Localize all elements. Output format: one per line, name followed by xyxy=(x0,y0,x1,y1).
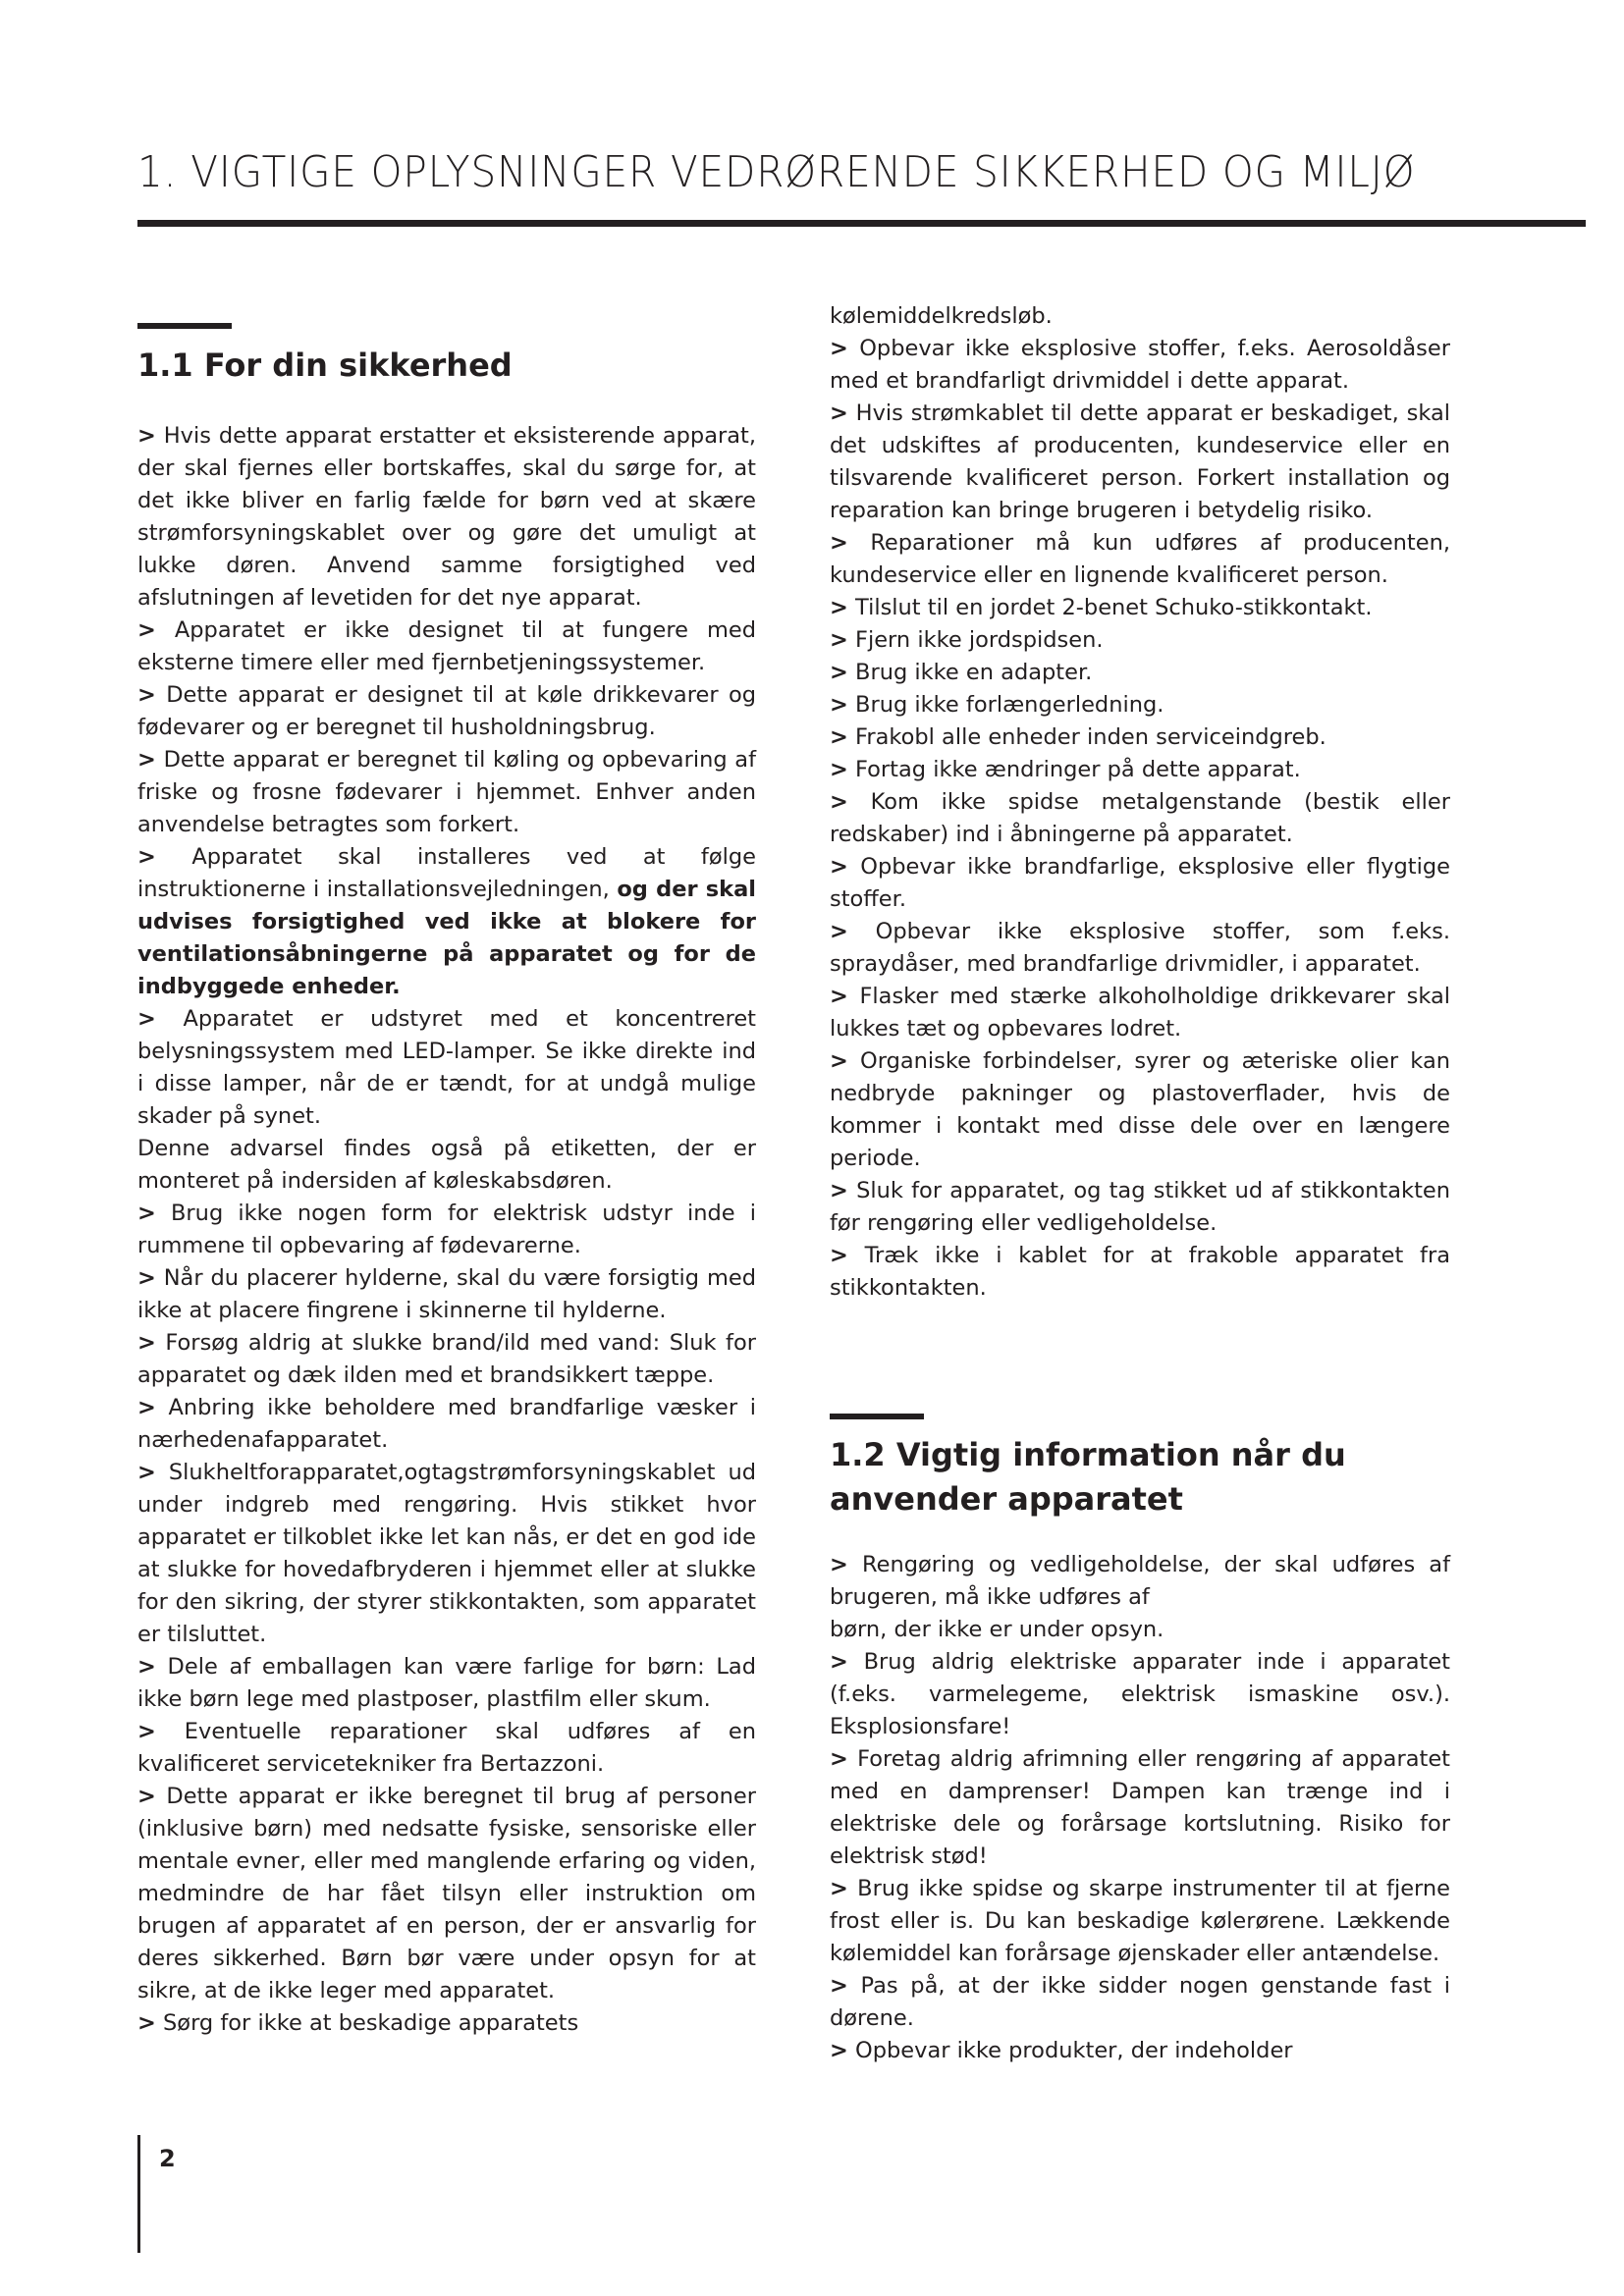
bullet-text: Flasker med stærke alkoholholdige drikkevarer skal lukkes tæt og opbevares lodret. xyxy=(830,984,1450,1041)
paragraph-text: Denne advarsel findes også på etiketten, der er monteret på indersiden af køleskabsdøren. xyxy=(137,1136,756,1194)
bullet-item xyxy=(137,1262,756,1327)
bullet-text: Dette apparat er designet til at køle drikkevarer og fødevarer og er beregnet til husholdningsbrug. xyxy=(137,682,756,740)
bullet-text: Apparatet er udstyret med et koncentreret belysningssystem med LED-lamper. Se ikke direkte ind i disse lamper, når de er tændt, for at undgå mulige skader på synet. xyxy=(137,1006,756,1129)
bullet-arrow-icon: > xyxy=(137,1654,156,1680)
bullet-item xyxy=(137,614,756,679)
bullet-arrow-icon: > xyxy=(137,1460,156,1485)
bullet-text: Hvis strømkablet til dette apparat er beskadiget, skal det udskiftes af producenten, kundeservice eller en tilsvarende kvalificeret person. Forkert installation og reparation kan bringe brugeren i betydelig risiko. xyxy=(830,400,1450,523)
bullet-text: Organiske forbindelser, syrer og æteriske olier kan nedbryde pakninger og plastoverflader, hvis de kommer i kontakt med disse dele over en længere periode. xyxy=(830,1048,1450,1171)
bullet-arrow-icon: > xyxy=(137,1265,156,1291)
bullet-item xyxy=(830,1646,1450,1743)
bullet-arrow-icon: > xyxy=(830,400,848,426)
bullet-text: Sørg for ikke at beskadige apparatets xyxy=(163,2010,579,2036)
bullet-item xyxy=(830,1743,1450,1873)
bullet-text: Fjern ikke jordspidsen. xyxy=(855,627,1104,653)
bullet-text: Rengøring og vedligeholdelse, der skal udføres af brugeren, må ikke udføres af xyxy=(830,1552,1451,1610)
bullet-item xyxy=(137,1198,756,1262)
bullet-text: Anbring ikke beholdere med brandfarlige væsker i nærhedenafapparatet. xyxy=(137,1395,756,1453)
bullet-text: Dette apparat er ikke beregnet til brug af personer (inklusive børn) med nedsatte fysiske, sensoriske eller mentale evner, eller med manglende erfaring og viden, medmindre de har fået tilsyn eller instruktion om brugen af apparatet af en person, der er ansvarlig for deres sikkerhed. Børn bør være under opsyn for at sikre, at de ikke leger med apparatet. xyxy=(137,1784,756,2003)
page-title: 1. VIGTIGE OPLYSNINGER VEDRØRENDE SIKKERHED OG MILJØ xyxy=(137,147,1416,197)
bullet-text: Sluk for apparatet, og tag stikket ud af stikkontakten før rengøring eller vedligeholdelse. xyxy=(830,1178,1450,1236)
footer-divider xyxy=(137,2135,140,2253)
bullet-item xyxy=(137,679,756,744)
bullet-item xyxy=(830,981,1450,1045)
section-2-heading: 1.2 Vigtig information når du anvender apparatet xyxy=(830,1436,1346,1518)
bullet-text: Når du placerer hylderne, skal du være forsigtig med ikke at placere fingrene i skinnerne til hylderne. xyxy=(137,1265,756,1323)
bullet-arrow-icon: > xyxy=(137,1201,156,1226)
bullet-text: Dette apparat er beregnet til køling og opbevaring af friske og frosne fødevarer i hjemmet. Enhver anden anvendelse betragtes som forkert. xyxy=(137,747,757,837)
bullet-arrow-icon: > xyxy=(137,747,156,773)
bullet-arrow-icon: > xyxy=(137,423,156,449)
bullet-text: Hvis dette apparat erstatter et eksisterende apparat, der skal fjernes eller bortskaffes, skal du sørge for, at det ikke bliver en farlig fælde for børn ved at skære strømforsyningskablet over og gøre det umuligt at lukke døren. Anvend samme forsigtighed ved afslutningen af levetiden for det nye apparat. xyxy=(137,423,756,611)
bullet-item xyxy=(830,398,1450,527)
bullet-text: Brug ikke en adapter. xyxy=(855,660,1093,685)
bullet-text: Opbevar ikke eksplosive stoffer, som f.eks. spraydåser, med brandfarlige drivmidler, i apparatet. xyxy=(830,919,1450,977)
bullet-item xyxy=(830,527,1450,592)
section-1-rule xyxy=(137,323,232,329)
bullet-item xyxy=(830,1873,1450,1970)
bullet-arrow-icon: > xyxy=(830,919,848,944)
bullet-arrow-icon: > xyxy=(830,692,848,718)
bullet-item xyxy=(830,754,1450,786)
bullet-arrow-icon: > xyxy=(137,1395,156,1420)
bullet-arrow-icon: > xyxy=(137,844,156,870)
bullet-arrow-icon: > xyxy=(830,854,848,880)
bullet-arrow-icon: > xyxy=(830,530,848,556)
bullet-arrow-icon: > xyxy=(830,757,848,782)
bullet-text: Eventuelle reparationer skal udføres af en kvalificeret servicetekniker fra Bertazzoni. xyxy=(137,1719,757,1777)
bullet-text: Brug ikke forlængerledning. xyxy=(855,692,1164,718)
bullet-arrow-icon: > xyxy=(830,1178,848,1203)
bullet-item xyxy=(137,1716,756,1781)
bullet-item xyxy=(830,592,1450,624)
bullet-text: Brug ikke nogen form for elektrisk udstyr inde i rummene til opbevaring af fødevarerne. xyxy=(137,1201,756,1258)
right-column-bottom xyxy=(830,1549,1450,2067)
paragraph xyxy=(830,300,1450,333)
bullet-item xyxy=(137,2007,756,2040)
bullet-arrow-icon: > xyxy=(830,1973,848,1999)
bullet-item xyxy=(830,657,1450,689)
section-2-rule xyxy=(830,1414,924,1419)
bullet-item xyxy=(830,1549,1450,1614)
bullet-text: Reparationer må kun udføres af producenten, kundeservice eller en lignende kvalificeret person. xyxy=(830,530,1451,588)
bullet-text: Foretag aldrig afrimning eller rengøring af apparatet med en damprenser! Dampen kan trænge ind i elektriske dele og forårsage kortslutning. Risiko for elektrisk stød! xyxy=(830,1746,1450,1869)
bullet-item xyxy=(137,1392,756,1457)
bullet-arrow-icon: > xyxy=(830,1746,848,1772)
bullet-arrow-icon: > xyxy=(137,617,156,643)
bullet-arrow-icon: > xyxy=(830,1048,848,1074)
bullet-item xyxy=(137,744,756,841)
bullet-item xyxy=(830,1175,1450,1240)
bullet-arrow-icon: > xyxy=(137,2010,156,2036)
bullet-text: Kom ikke spidse metalgenstande (bestik eller redskaber) ind i åbningerne på apparatet. xyxy=(830,789,1450,847)
bullet-item xyxy=(137,1781,756,2007)
bullet-arrow-icon: > xyxy=(830,2038,848,2063)
bullet-item xyxy=(830,786,1450,851)
bullet-arrow-icon: > xyxy=(830,1876,848,1901)
bullet-item xyxy=(830,333,1450,398)
bullet-text: Brug ikke spidse og skarpe instrumenter til at fjerne frost eller is. Du kan beskadige kølerørene. Lækkende kølemiddel kan forårsage øjenskader eller antændelse. xyxy=(830,1876,1450,1966)
bullet-item xyxy=(830,689,1450,721)
bullet-item xyxy=(137,1457,756,1651)
page-number: 2 xyxy=(159,2145,176,2172)
bullet-item xyxy=(137,841,756,1003)
bullet-text: Apparatet er ikke designet til at fungere med eksterne timere eller med fjernbetjeningssystemer. xyxy=(137,617,756,675)
paragraph xyxy=(830,1614,1450,1646)
bullet-item xyxy=(830,2035,1450,2067)
bullet-item xyxy=(830,721,1450,754)
bullet-text: Slukheltforapparatet,ogtagstrømforsyningskablet ud under indgreb med rengøring. Hvis stikket hvor apparatet er tilkoblet ikke let kan nås, er det en god ide at slukke for hovedafbryderen i hjemmet eller at slukke for den sikring, der styrer stikkontakten, som apparatet er tilsluttet. xyxy=(137,1460,756,1647)
bullet-text: Tilslut til en jordet 2-benet Schuko-stikkontakt. xyxy=(855,595,1373,620)
paragraph xyxy=(137,1133,756,1198)
bullet-arrow-icon: > xyxy=(830,724,848,750)
bullet-text: Brug aldrig elektriske apparater inde i apparatet (f.eks. varmelegeme, elektrisk ismaskine osv.). Eksplosionsfare! xyxy=(830,1649,1450,1739)
bullet-arrow-icon: > xyxy=(137,1719,156,1744)
bullet-item xyxy=(137,1327,756,1392)
bullet-arrow-icon: > xyxy=(830,627,848,653)
bullet-text: Opbevar ikke produkter, der indeholder xyxy=(855,2038,1293,2063)
bullet-arrow-icon: > xyxy=(830,660,848,685)
bullet-item xyxy=(137,1003,756,1133)
bullet-text: Fortag ikke ændringer på dette apparat. xyxy=(855,757,1301,782)
bullet-arrow-icon: > xyxy=(830,789,848,815)
bullet-arrow-icon: > xyxy=(137,1006,156,1032)
bullet-text: Apparatet skal installeres ved at følge instruktionerne i installationsvejledningen, xyxy=(137,844,756,902)
bullet-item xyxy=(137,1651,756,1716)
title-divider xyxy=(137,220,1586,227)
bullet-arrow-icon: > xyxy=(137,1784,156,1809)
bullet-text: Dele af emballagen kan være farlige for børn: Lad ikke børn lege med plastposer, plastfilm eller skum. xyxy=(137,1654,756,1712)
left-column xyxy=(137,420,756,2040)
bullet-text: Opbevar ikke eksplosive stoffer, f.eks. Aerosoldåser med et brandfarligt drivmiddel i dette apparat. xyxy=(830,336,1450,394)
bullet-arrow-icon: > xyxy=(137,1330,156,1356)
bullet-arrow-icon: > xyxy=(137,682,156,708)
bullet-arrow-icon: > xyxy=(830,595,848,620)
bullet-item xyxy=(830,624,1450,657)
bullet-arrow-icon: > xyxy=(830,1243,848,1268)
paragraph-text: kølemiddelkredsløb. xyxy=(830,303,1053,329)
bullet-item xyxy=(830,1970,1450,2035)
bullet-text: Pas på, at der ikke sidder nogen genstande fast i dørene. xyxy=(830,1973,1450,2031)
bullet-emphasis: og der skal udvises forsigtighed ved ikke at blokere for ventilationsåbningerne på apparatet og for de indbyggede enheder. xyxy=(137,877,756,999)
bullet-arrow-icon: > xyxy=(830,984,848,1009)
bullet-arrow-icon: > xyxy=(830,1649,848,1675)
right-column-top xyxy=(830,300,1450,1305)
bullet-text: Opbevar ikke brandfarlige, eksplosive eller flygtige stoffer. xyxy=(830,854,1451,912)
bullet-item xyxy=(830,1240,1450,1305)
bullet-text: Forsøg aldrig at slukke brand/ild med vand: Sluk for apparatet og dæk ilden med et brandsikkert tæppe. xyxy=(137,1330,756,1388)
bullet-text: Træk ikke i kablet for at frakoble apparatet fra stikkontakten. xyxy=(830,1243,1450,1301)
paragraph-text: børn, der ikke er under opsyn. xyxy=(830,1617,1164,1642)
section-1-heading: 1.1 For din sikkerhed xyxy=(137,347,513,384)
bullet-item xyxy=(137,420,756,614)
bullet-arrow-icon: > xyxy=(830,1552,848,1577)
bullet-item xyxy=(830,851,1450,916)
bullet-arrow-icon: > xyxy=(830,336,848,361)
bullet-text: Frakobl alle enheder inden serviceindgreb. xyxy=(855,724,1326,750)
bullet-item xyxy=(830,916,1450,981)
bullet-item xyxy=(830,1045,1450,1175)
